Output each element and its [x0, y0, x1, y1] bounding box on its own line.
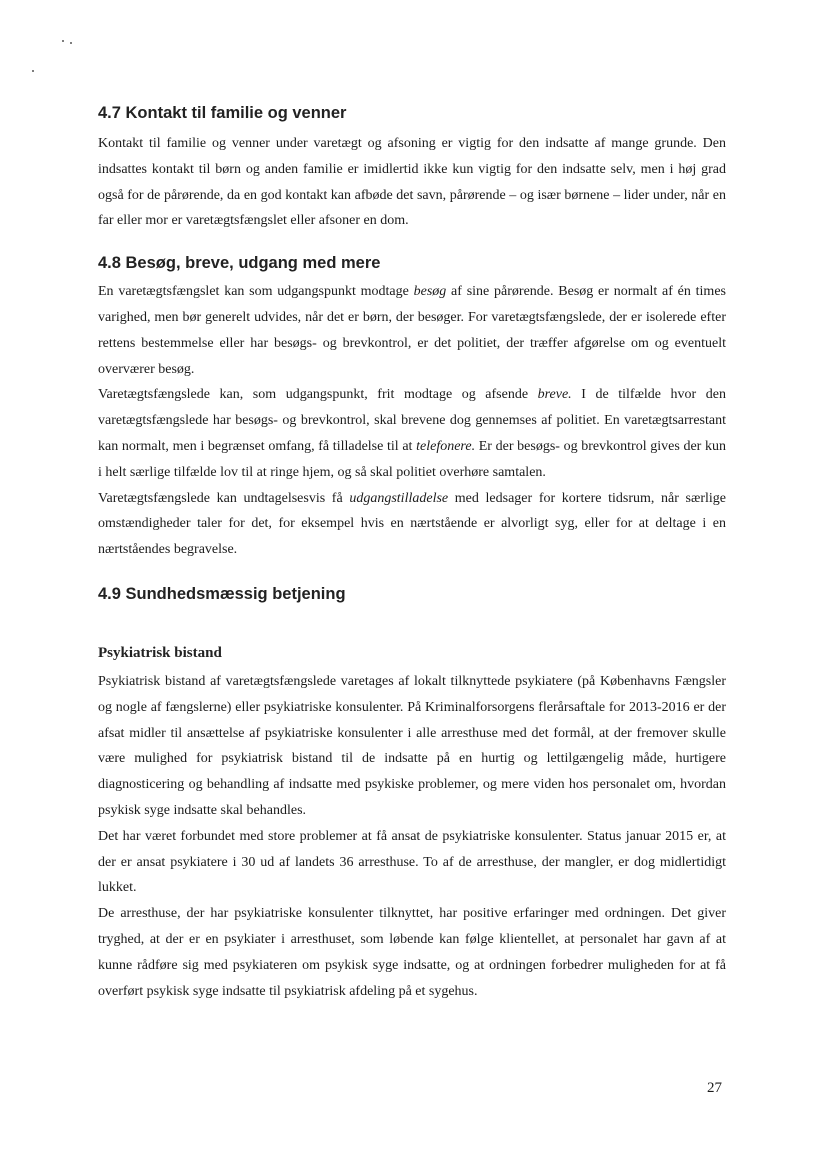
paragraph-family-contact: Kontakt til familie og venner under varetægt og afsoning er vigtig for den indsatte af mange grunde. Den indsattes kontakt til børn og anden familie er imidlertid ikke kun vigtig for den indsatte selv, men i høj grad også for de pårørende, da en god kontakt kan afbøde det savn, pårørende – og især børnene – lider under, når en far eller mor er varetægtsfængslet eller afsoner en dom.	[98, 136, 726, 229]
document-page	[98, 100, 726, 1004]
emphasis-udgangstilladelse: udgangstilladelse	[349, 490, 449, 506]
page-number: 27	[707, 1080, 722, 1096]
paragraph-psychiatric-aid: Psykiatrisk bistand af varetægtsfængslede varetages af lokalt tilknyttede psykiatere (på Københavns Fængsler og nogle af fængslerne) eller psykiatriske konsulenter. På Kriminalforsorgens flerårsaftale for 2013-2016 er der afsat midler til ansættelse af psykiatriske konsulenter i alle arresthuse med det formål, at der fremover skulle være mulighed for psykiatrisk bistand til de indsatte på en hurtig og lettilgængelig måde, hurtigere diagnosticering og behandling af indsatte med psykiske problemer, og mere viden hos personalet om, hvordan psykisk syge indsatte skal behandles.	[98, 673, 726, 818]
section-heading-4-7: 4.7 Kontakt til familie og venner	[98, 104, 347, 122]
emphasis-telefonere: telefonere.	[416, 438, 476, 454]
section-heading-4-8: 4.8 Besøg, breve, udgang med mere	[98, 254, 381, 273]
paragraph-leave: Varetægtsfængslede kan undtagelsesvis få udgangstilladelse med ledsager for kortere tidsrum, når særlige omstændigheder taler for det, for eksempel hvis en nærtstående er alvorligt syg, eller for at deltage i en nærtståendes begravelse.	[98, 490, 726, 558]
paragraph-visits: En varetægtsfængslet kan som udgangspunkt modtage besøg af sine pårørende. Besøg er normalt af én times varighed, men bør generelt udvides, når det er børn, der besøger. For varetægtsfængslede, der er isolerede efter rettens bestemmelse eller har besøgs- og brevkontrol, er det politiet, der træffer afgørelse om og eventuelt overværer besøg.	[98, 284, 726, 377]
paragraph-consultant-problems: Det har været forbundet med store problemer at få ansat de psykiatriske konsulenter. Status januar 2015 er, at der er ansat psykiatere i 30 ud af landets 36 arresthuse. To af de arresthuse, der mangler, er dog midlertidigt lukket.	[98, 828, 726, 896]
emphasis-breve: breve.	[537, 387, 572, 403]
scan-speck	[62, 40, 64, 42]
subheading-psychiatric-aid: Psykiatrisk bistand	[98, 644, 222, 661]
scan-speck	[70, 42, 72, 44]
section-heading-4-9: 4.9 Sundhedsmæssig betjening	[98, 584, 346, 603]
paragraph-letters: Varetægtsfængslede kan, som udgangspunkt, frit modtage og afsende breve. I de tilfælde hvor den varetægtsfængslede har besøgs- og brevkontrol, skal brevene dog gennemses af politiet. En varetægtsarrestant kan normalt, men i begrænset omfang, få tilladelse til at telefonere. Er der besøgs- og brevkontrol gives der kun i helt særlige tilfælde lov til at ringe hjem, og så skal politiet overhøre samtalen.	[98, 387, 726, 480]
scan-speck	[32, 70, 34, 72]
paragraph-positive-experiences: De arresthuse, der har psykiatriske konsulenter tilknyttet, har positive erfaringer med ordningen. Det giver tryghed, at der er en psykiater i arresthuset, som løbende kan følge klientellet, at personalet har gavn af at kunne rådføre sig med psykiateren om psykisk syge indsatte, og at ordningen forbedrer muligheden for at få overført psykisk syge indsatte til psykiatrisk afdeling på et sygehus.	[98, 906, 726, 999]
emphasis-besog: besøg	[413, 284, 447, 300]
